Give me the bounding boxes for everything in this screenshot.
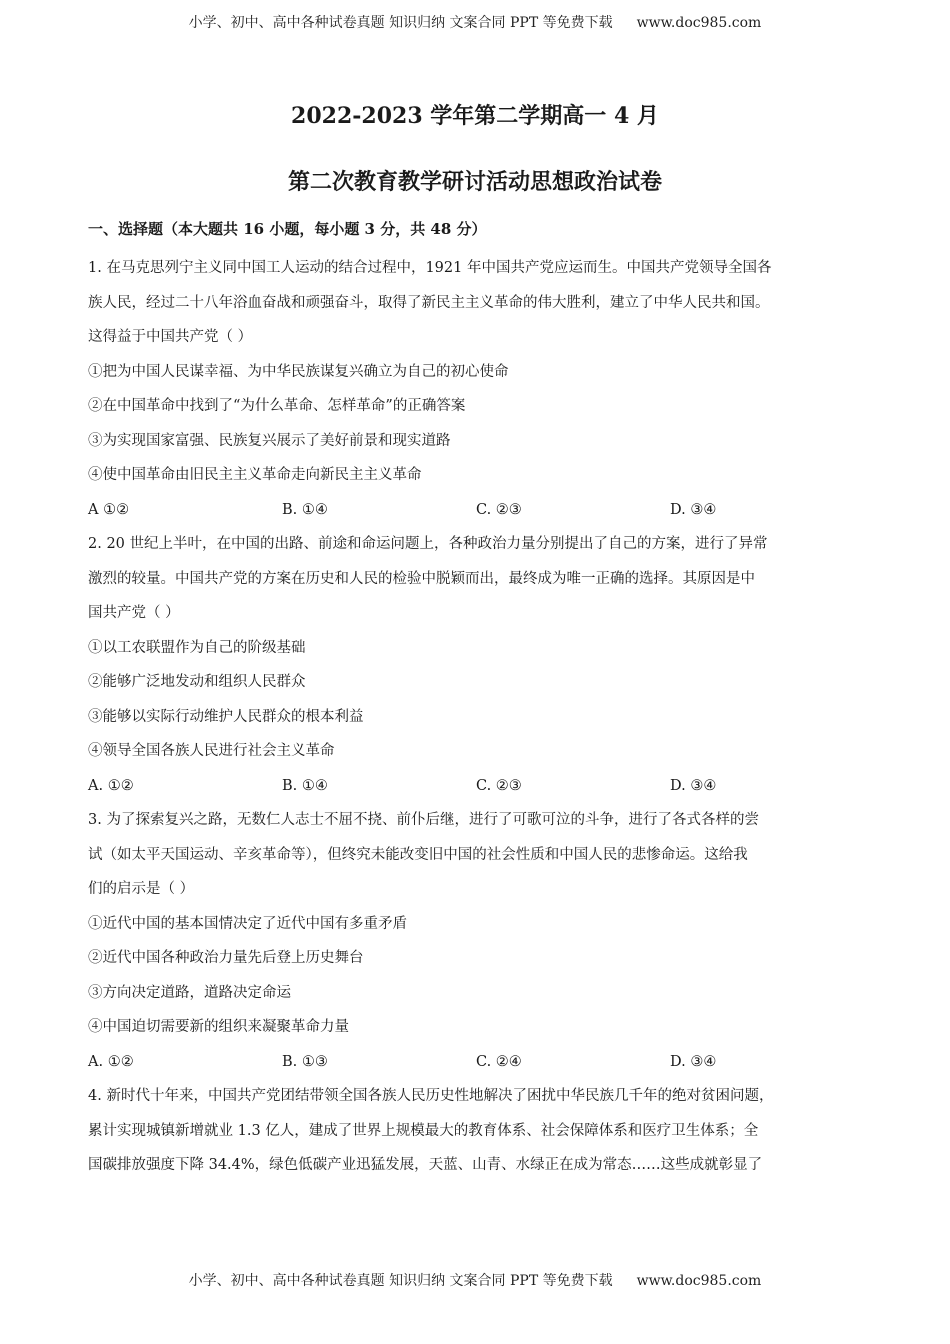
question-stem-line: 们的启示是（ ）: [88, 881, 195, 897]
question-stem-line: 累计实现城镇新增就业 1.3 亿人，建成了世界上规模最大的教育体系、社会保障体系和医疗卫生体系；全: [88, 1122, 759, 1139]
question-3: [88, 803, 868, 1079]
answer-options: [88, 493, 868, 528]
answer-options: [88, 1045, 868, 1080]
exam-content: [88, 216, 868, 1183]
question-stem-line: 1. 在马克思列宁主义同中国工人运动的结合过程中，1921 年中国共产党应运而生。中国共产党领导全国各: [88, 260, 772, 276]
statement-item: ①以工农联盟作为自己的阶级基础: [88, 639, 306, 656]
option-b: B. ①③: [282, 1053, 328, 1070]
option-b: B. ①④: [282, 501, 328, 518]
question-stem-line: 4. 新时代十年来，中国共产党团结带领全国各族人民历史性地解决了困扰中华民族几千年的绝对贫困问题，: [88, 1088, 774, 1104]
footer-url-link[interactable]: www.doc985.com: [636, 1273, 762, 1289]
option-d: D. ③④: [670, 777, 717, 794]
option-a: A ①②: [88, 501, 130, 518]
option-a: A. ①②: [88, 1053, 134, 1070]
statement-item: ①把为中国人民谋幸福、为中华民族谋复兴确立为自己的初心使命: [88, 363, 509, 380]
page-header: [0, 12, 950, 32]
statement-item: ③方向决定道路，道路决定命运: [88, 984, 291, 1001]
header-url-link[interactable]: www.doc985.com: [636, 15, 762, 31]
exam-title-line-2: 第二次教育教学研讨活动思想政治试卷: [287, 169, 662, 195]
page-footer: [0, 1270, 950, 1290]
question-1: [88, 251, 868, 527]
statement-item: ①近代中国的基本国情决定了近代中国有多重矛盾: [88, 915, 407, 932]
option-d: D. ③④: [670, 1053, 717, 1070]
option-a: A. ①②: [88, 777, 134, 794]
statement-item: ④使中国革命由旧民主主义革命走向新民主主义革命: [88, 467, 422, 483]
statement-item: ③为实现国家富强、民族复兴展示了美好前景和现实道路: [88, 432, 451, 449]
question-stem-line: 激烈的较量。中国共产党的方案在历史和人民的检验中脱颖而出，最终成为唯一正确的选择。其原因是中: [88, 570, 755, 587]
section-heading: 一、选择题（本大题共 16 小题，每小题 3 分，共 48 分）: [88, 220, 487, 238]
option-c: C. ②③: [476, 501, 522, 518]
answer-options: [88, 769, 868, 804]
statement-item: ②在中国革命中找到了“为什么革命、怎样革命”的正确答案: [88, 398, 466, 414]
option-c: C. ②③: [476, 777, 522, 794]
option-b: B. ①④: [282, 777, 328, 794]
question-stem-line: 国共产党（ ）: [88, 605, 180, 621]
statement-item: ④中国迫切需要新的组织来凝聚革命力量: [88, 1019, 349, 1035]
question-4: [88, 1079, 868, 1183]
exam-title-line-1: 2022-2023 学年第二学期高一 4 月: [291, 103, 659, 129]
statement-item: ④领导全国各族人民进行社会主义革命: [88, 743, 335, 759]
header-text: 小学、初中、高中各种试卷真题 知识归纳 文案合同 PPT 等免费下载: [188, 15, 613, 31]
statement-item: ②近代中国各种政治力量先后登上历史舞台: [88, 950, 364, 966]
option-d: D. ③④: [670, 501, 717, 518]
statement-item: ②能够广泛地发动和组织人民群众: [88, 674, 306, 690]
option-c: C. ②④: [476, 1053, 522, 1070]
question-stem-line: 这得益于中国共产党（ ）: [88, 329, 253, 345]
question-stem-line: 3. 为了探索复兴之路，无数仁人志士不屈不挠、前仆后继，进行了可歌可泣的斗争，进行了各式各样的尝: [88, 812, 759, 828]
footer-text: 小学、初中、高中各种试卷真题 知识归纳 文案合同 PPT 等免费下载: [188, 1273, 613, 1289]
question-stem-line: 2. 20 世纪上半叶，在中国的出路、前途和命运问题上，各种政治力量分别提出了自己的方案，进行了异常: [88, 536, 768, 552]
question-2: [88, 527, 868, 803]
statement-item: ③能够以实际行动维护人民群众的根本利益: [88, 708, 364, 725]
question-stem-line: 国碳排放强度下降 34.4%，绿色低碳产业迅猛发展，天蓝、山青、水绿正在成为常态……这些成就彰显了: [88, 1157, 763, 1173]
question-stem-line: 试（如太平天国运动、辛亥革命等），但终究未能改变旧中国的社会性质和中国人民的悲惨命运。这给我: [88, 846, 748, 863]
question-stem-line: 族人民，经过二十八年浴血奋战和顽强奋斗，取得了新民主主义革命的伟大胜利，建立了中华人民共和国。: [88, 294, 770, 311]
